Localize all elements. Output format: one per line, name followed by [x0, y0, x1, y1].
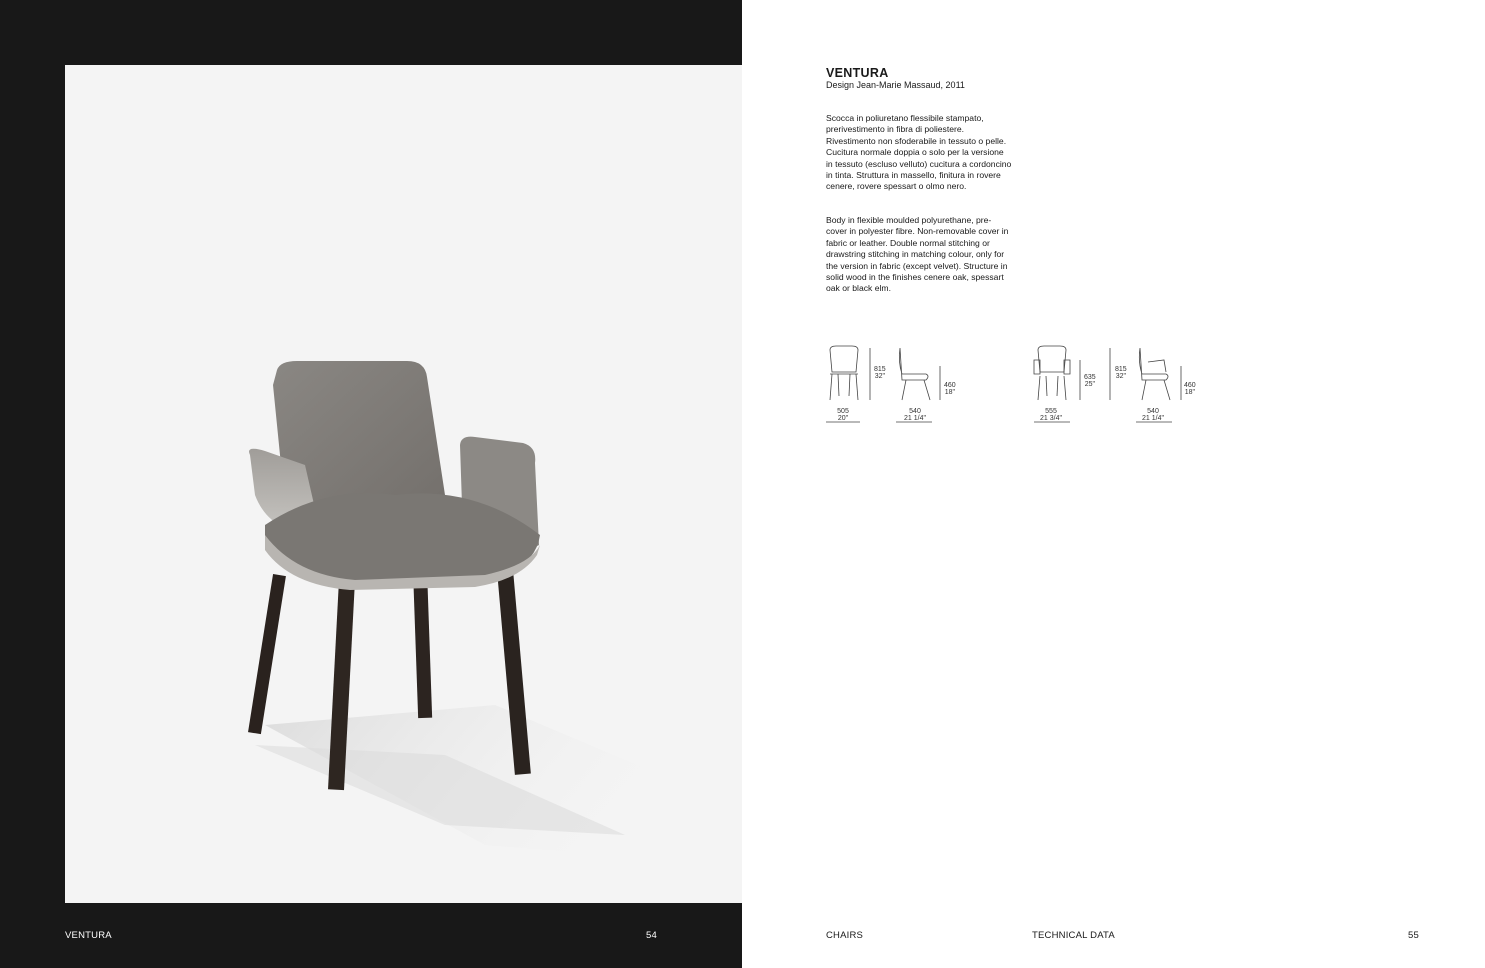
chair-seat-mm: 460 [944, 382, 956, 389]
chair-depth-mm: 540 [909, 408, 921, 415]
chair-depth-in: 21 1/4" [904, 415, 926, 422]
armchair-height-label [1115, 366, 1127, 380]
armchair-arm-label [1084, 374, 1096, 388]
armchair-height-in: 32" [1115, 373, 1126, 380]
armchair-width-label [1034, 408, 1068, 422]
armchair-depth-mm: 540 [1147, 408, 1159, 415]
armchair-depth-label [1138, 408, 1168, 422]
description-italian: Scocca in poliuretano flessibile stampato, prerivestimento in fibra di poliestere. Rivestimento non sfoderabile in tessuto o pelle. Cucitura normale doppia o solo per la versione in tessuto (escluso velluto) cucitura a cordoncino in tinta. Struttura in massello, finitura in rovere cenere, rovere spessart o olmo nero. [826, 113, 1012, 192]
chair-seat-in: 18" [944, 389, 955, 396]
chair-seat-label [944, 382, 956, 396]
armchair-seat-mm: 460 [1184, 382, 1196, 389]
designer-credit: Design Jean-Marie Massaud, 2011 [826, 80, 965, 90]
chair-height-label [874, 366, 886, 380]
armchair-width-mm: 555 [1045, 408, 1057, 415]
armchair-seat-label [1184, 382, 1196, 396]
armchair-width-in: 21 3/4" [1040, 415, 1062, 422]
armchair-arm-mm: 635 [1084, 374, 1096, 381]
footer-section: CHAIRS [826, 930, 864, 941]
chair-height-in: 32" [874, 373, 885, 380]
product-title: VENTURA [826, 66, 889, 80]
chair-width-in: 20" [837, 415, 849, 422]
armchair-seat-in: 18" [1184, 389, 1195, 396]
chair-depth-label [900, 408, 930, 422]
armchair-height-mm: 815 [1115, 366, 1127, 373]
footer-title: VENTURA [65, 930, 112, 941]
chair-width-mm: 505 [837, 408, 849, 415]
chair-width-label [832, 408, 854, 422]
page-number-right: 55 [1408, 930, 1419, 941]
left-page [0, 0, 742, 968]
chair-photo [65, 65, 742, 903]
armchair-arm-in: 25" [1084, 381, 1095, 388]
footer-subsection: TECHNICAL DATA [1032, 930, 1115, 941]
description-english: Body in flexible moulded polyurethane, pre-cover in polyester fibre. Non-removable cover in fabric or leather. Double normal stitching or drawstring stitching in matching colour, only for the version in fabric (except velvet). Structure in solid wood in the finishes cenere oak, spessart oak or black elm. [826, 215, 1009, 294]
dimension-drawings [826, 342, 1226, 432]
page-number: 54 [646, 930, 657, 941]
chair-height-mm: 815 [874, 366, 886, 373]
armchair-depth-in: 21 1/4" [1142, 415, 1164, 422]
